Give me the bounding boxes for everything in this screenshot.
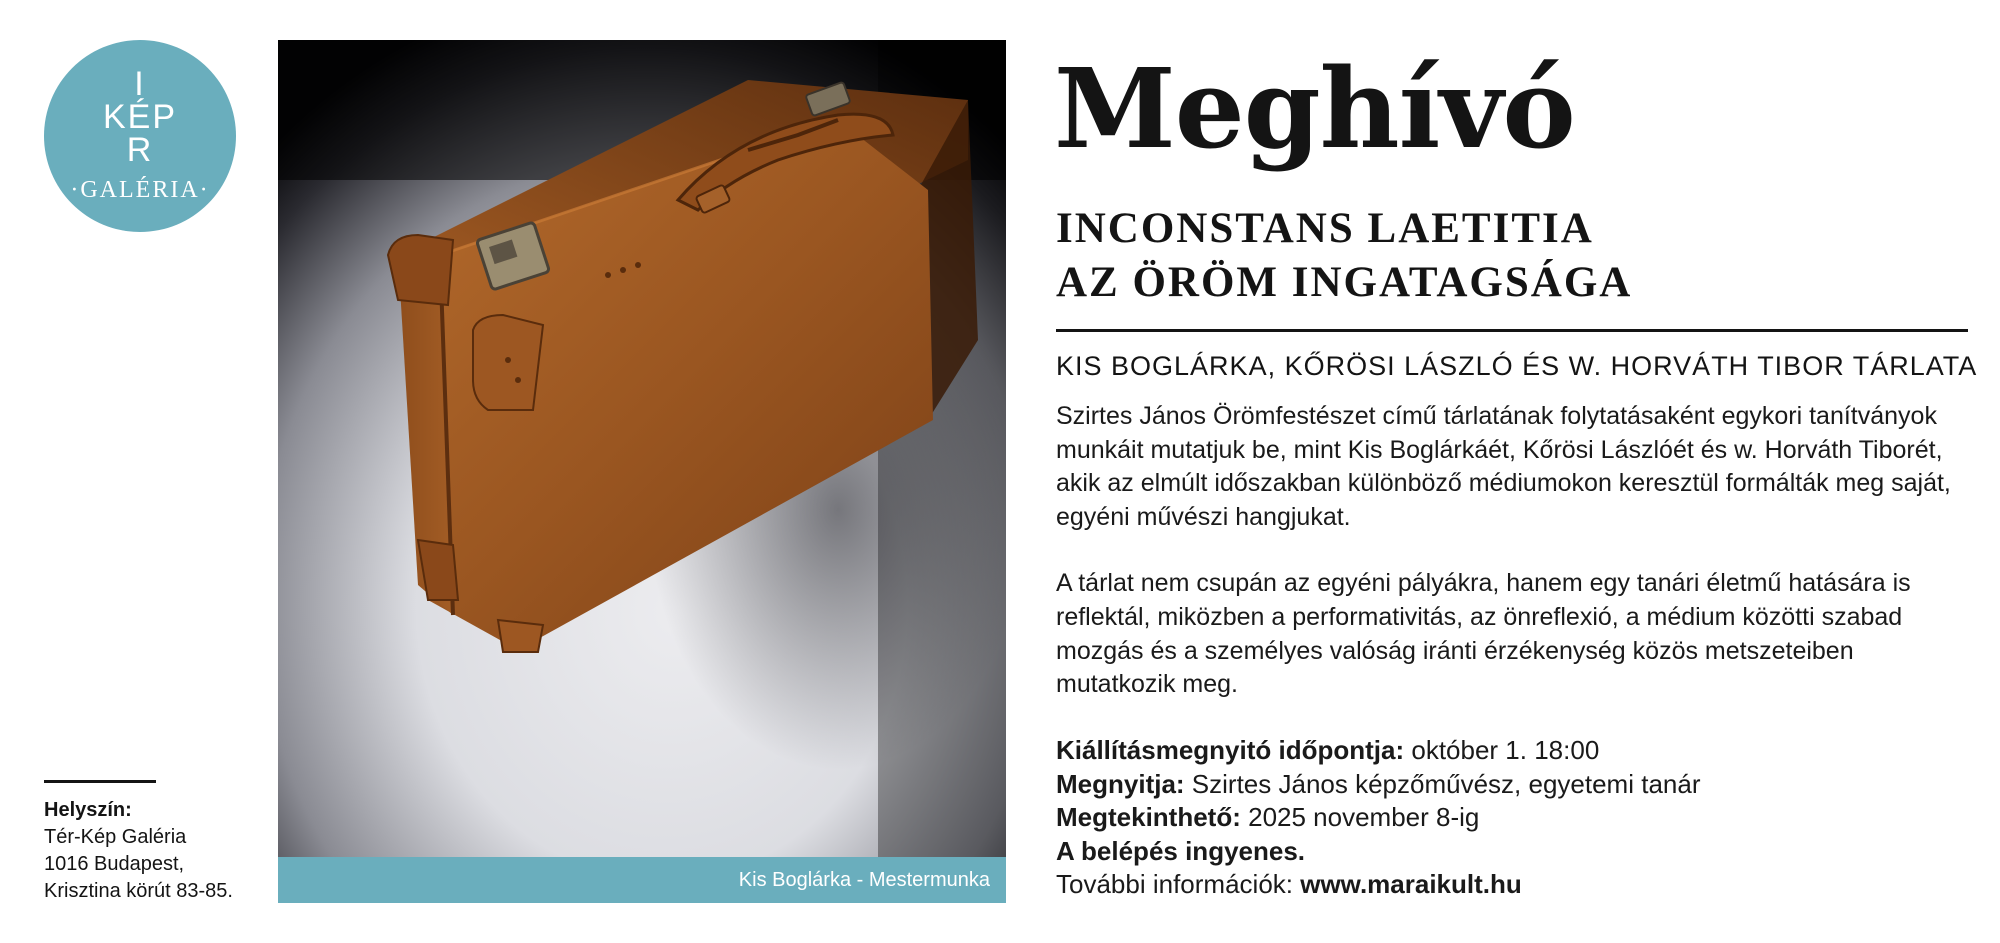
opening-time-value: október 1. 18:00: [1404, 735, 1600, 765]
artists-line: KIS BOGLÁRKA, KŐRÖSI LÁSZLÓ ÉS W. HORVÁTH TIBOR TÁRLATA: [1056, 351, 1978, 381]
suitcase-illustration: [278, 40, 1006, 857]
logo-mark: [44, 65, 236, 169]
opener-label: Megnyitja:: [1056, 768, 1185, 799]
logo-line-2: KÉP: [102, 98, 178, 136]
more-info: [1056, 868, 1976, 902]
viewable-until: [1056, 801, 1976, 835]
more-info-link: www.maraikult.hu: [1300, 869, 1522, 900]
photo-caption: Kis Boglárka - Mestermunka: [278, 857, 1006, 903]
free-entry: [1056, 835, 1976, 869]
event-details: [1056, 734, 1976, 902]
opening-time-label: Kiállításmegnyitó időpontja:: [1056, 735, 1405, 765]
exhibition-title-line-1: INCONSTANS LAETITIA: [1056, 205, 1594, 252]
title-divider: [1056, 329, 1968, 332]
description-paragraph-1: Szirtes János Örömfestészet című tárlatának folytatásaként egykori tanítványok munkáit mutatjuk be, mint Kis Boglárkáét, Kőrösi Lászlóét és w. Horváth Tiborét, akik az elmúlt időszakban különböző médiumokon keresztül formálták meg saját, egyéni művészi hangjukat.: [1056, 402, 1951, 531]
exhibition-title-line-2: AZ ÖRÖM INGATAGSÁGA: [1056, 259, 1633, 306]
logo-line-3: R: [126, 131, 154, 169]
free-entry-text: A belépés ingyenes.: [1056, 835, 1306, 866]
logo-gallery-name: ·GALÉRIA·: [70, 177, 210, 203]
opener-value: Szirtes János képzőművész, egyetemi tanár: [1184, 768, 1701, 799]
venue-divider: [44, 780, 156, 783]
invitation-title: Meghívó: [1054, 44, 1575, 173]
viewable-until-value: 2025 november 8-ig: [1240, 802, 1480, 833]
exhibition-description: [1056, 400, 1976, 735]
venue-name: Tér-Kép Galéria: [44, 826, 187, 848]
venue-label: Helyszín:: [44, 799, 132, 821]
venue-street: Krisztina körút 83-85.: [44, 880, 233, 902]
opening-time: [1056, 734, 1976, 768]
artwork-photo: [278, 40, 1006, 857]
logo-line-1: I: [134, 65, 146, 103]
venue-block: [44, 797, 233, 905]
gallery-logo: [44, 40, 236, 232]
opener: [1056, 768, 1976, 802]
exhibition-title: [1056, 202, 1632, 310]
description-paragraph-2: A tárlat nem csupán az egyéni pályákra, hanem egy tanári életmű hatására is reflektál, miközben a performativitás, az önreflexió, a médium közötti szabad mozgás és a személyes valóság iránti érzékenység közös metszeteiben mutatkozik meg.: [1056, 569, 1911, 699]
venue-city: 1016 Budapest,: [44, 853, 185, 875]
viewable-until-label: Megtekinthető:: [1056, 802, 1241, 833]
more-info-label: További információk:: [1056, 869, 1301, 900]
